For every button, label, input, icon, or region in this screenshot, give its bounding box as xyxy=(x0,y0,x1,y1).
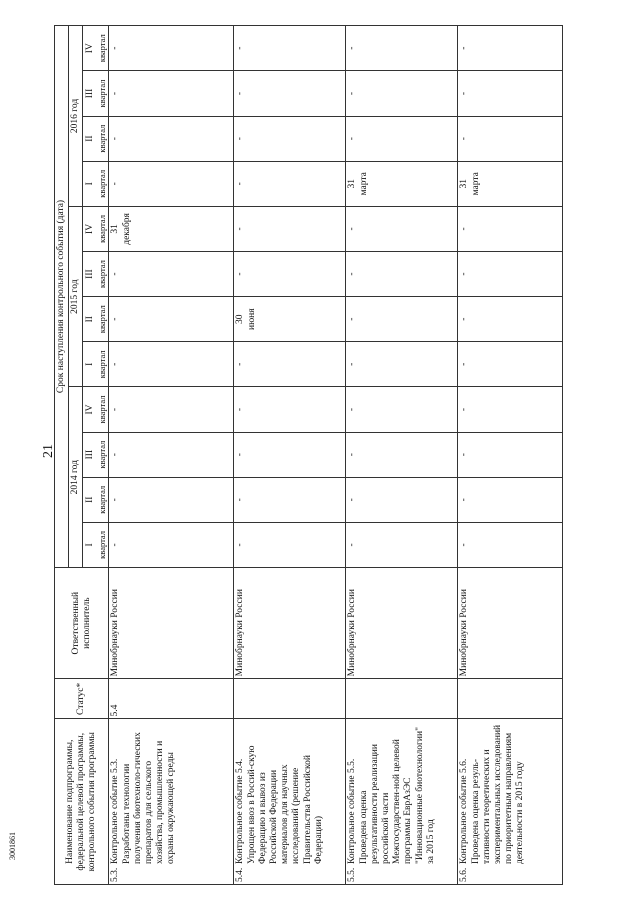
table-row xyxy=(346,26,458,885)
rotated-table-container xyxy=(54,25,624,885)
dash-cell: - xyxy=(346,297,458,342)
dash-cell: - xyxy=(234,342,346,387)
header-year: 2016 год xyxy=(69,26,83,207)
row-number: 5.6. xyxy=(459,867,470,882)
dash-cell: - xyxy=(109,161,234,206)
executor-cell: Минобрнауки России xyxy=(458,567,563,678)
header-name: Наименование подпрограммы, федеральной целевой программы, контрольного события программы xyxy=(55,719,109,885)
quarter-label: квартал xyxy=(96,440,107,469)
header-year: 2014 год xyxy=(69,387,83,568)
quarter-number: II xyxy=(85,496,96,503)
header-quarter xyxy=(83,71,109,116)
quarter-number: I xyxy=(85,362,96,366)
quarter-number: I xyxy=(85,182,96,186)
header-status: Статус* xyxy=(55,679,109,719)
executor-cell: Минобрнауки России xyxy=(234,567,346,678)
status-cell xyxy=(234,679,346,719)
dash-cell: - xyxy=(458,522,563,567)
dash-cell: - xyxy=(109,116,234,161)
row-number: 5.3. xyxy=(110,867,121,882)
header-quarter xyxy=(83,161,109,206)
dash-cell: - xyxy=(458,432,563,477)
dash-cell: - xyxy=(346,251,458,296)
dash-cell: - xyxy=(458,297,563,342)
dash-cell: - xyxy=(346,342,458,387)
dash-cell: - xyxy=(234,477,346,522)
dash-cell: - xyxy=(109,387,234,432)
table-row xyxy=(234,26,346,885)
dash-cell: - xyxy=(458,477,563,522)
date-day: 31 xyxy=(347,179,358,189)
dash-cell: - xyxy=(234,251,346,296)
table-body xyxy=(109,26,563,885)
name-cell xyxy=(458,719,563,885)
dash-cell: - xyxy=(234,522,346,567)
dash-cell: - xyxy=(234,206,346,251)
row-number: 5.5. xyxy=(347,867,358,882)
dash-cell: - xyxy=(346,432,458,477)
dash-cell: - xyxy=(109,342,234,387)
dash-cell: - xyxy=(109,251,234,296)
event-name: Контрольное событие 5.3. Разработаны технологии получения биотехноло-гических препаратов для сельского хозяйства, промышленности и охраны окружающей среды xyxy=(110,732,177,864)
quarter-label: квартал xyxy=(96,350,107,379)
quarter-number: III xyxy=(85,88,96,99)
header-executor: Ответственный исполнитель xyxy=(55,567,109,678)
name-cell xyxy=(346,719,458,885)
control-events-table xyxy=(54,25,563,885)
dash-cell: - xyxy=(346,206,458,251)
name-cell xyxy=(234,719,346,885)
header-quarter xyxy=(83,116,109,161)
header-quarter xyxy=(83,251,109,296)
header-quarter xyxy=(83,477,109,522)
quarter-number: IV xyxy=(85,223,96,234)
header-quarter xyxy=(83,297,109,342)
quarter-number: III xyxy=(85,449,96,460)
quarter-label: квартал xyxy=(96,124,107,153)
dash-cell: - xyxy=(234,26,346,71)
dash-cell: - xyxy=(109,522,234,567)
date-cell xyxy=(458,161,563,206)
table-row xyxy=(458,26,563,885)
dash-cell: - xyxy=(458,251,563,296)
header-term: Срок наступления контрольного события (дата) xyxy=(55,26,69,568)
date-day: 31 xyxy=(110,224,121,234)
dash-cell: - xyxy=(458,71,563,116)
quarter-number: III xyxy=(85,269,96,279)
header-quarter xyxy=(83,387,109,432)
date-day: 30 xyxy=(235,314,246,324)
event-name: Контрольное событие 5.5. Проведена оценка результативности реализации российской части Межгосударствен-ной целевой программы ЕврАзЭС "Инновационные биотехнологии" за 2015 год xyxy=(347,727,436,864)
date-day: 31 xyxy=(459,179,470,189)
quarter-label: квартал xyxy=(96,395,107,424)
dash-cell: - xyxy=(346,477,458,522)
quarter-label: квартал xyxy=(96,79,107,108)
date-cell xyxy=(346,161,458,206)
status-cell xyxy=(346,679,458,719)
date-month: марта xyxy=(470,172,481,196)
quarter-label: квартал xyxy=(96,214,107,243)
table-row xyxy=(109,26,234,885)
dash-cell: - xyxy=(109,71,234,116)
header-quarter xyxy=(83,206,109,251)
header-quarter xyxy=(83,522,109,567)
quarter-number: IV xyxy=(85,43,96,54)
row-number: 5.4. xyxy=(235,867,246,882)
executor-cell: Минобрнауки России xyxy=(109,567,234,678)
quarter-label: квартал xyxy=(96,305,107,334)
dash-cell: - xyxy=(346,522,458,567)
dash-cell: - xyxy=(234,116,346,161)
quarter-label: квартал xyxy=(96,530,107,559)
executor-cell: Минобрнауки России xyxy=(346,567,458,678)
dash-cell: - xyxy=(234,71,346,116)
header-quarter xyxy=(83,432,109,477)
dash-cell: - xyxy=(109,477,234,522)
dash-cell: - xyxy=(458,26,563,71)
page-number: 21 xyxy=(41,444,56,458)
dash-cell: - xyxy=(458,206,563,251)
header-quarter xyxy=(83,342,109,387)
quarter-label: квартал xyxy=(96,34,107,63)
quarter-number: IV xyxy=(85,404,96,415)
dash-cell: - xyxy=(346,387,458,432)
event-name: Контрольное событие 5.6. Проведена оценка резуль-тативности теоретических и экспериментальных исследований по приоритетным направлениям деятельности в 2015 году xyxy=(459,724,526,864)
date-month: декабря xyxy=(121,213,132,245)
name-cell xyxy=(109,719,234,885)
quarter-label: квартал xyxy=(96,485,107,514)
dash-cell: - xyxy=(346,116,458,161)
status-cell: 5.4 xyxy=(109,679,234,719)
event-name: Контрольное событие 5.4. Упрощен ввоз в Россий-скую Федерацию и вывоз из Российской Федерации материалов для научных исследований (решение Правительства Российской Федерации) xyxy=(235,745,324,864)
date-month: июня xyxy=(246,308,257,331)
table-header xyxy=(55,26,109,885)
dash-cell: - xyxy=(109,297,234,342)
quarter-number: II xyxy=(85,316,96,323)
dash-cell: - xyxy=(346,71,458,116)
dash-cell: - xyxy=(458,342,563,387)
dash-cell: - xyxy=(458,116,563,161)
status-cell xyxy=(458,679,563,719)
dash-cell: - xyxy=(109,432,234,477)
quarter-label: квартал xyxy=(96,260,107,288)
quarter-number: I xyxy=(85,543,96,547)
dash-cell: - xyxy=(346,26,458,71)
dash-cell: - xyxy=(109,26,234,71)
dash-cell: - xyxy=(458,387,563,432)
dash-cell: - xyxy=(234,387,346,432)
date-cell xyxy=(109,206,234,251)
quarter-number: II xyxy=(85,135,96,142)
date-month: марта xyxy=(358,172,369,196)
dash-cell: - xyxy=(234,432,346,477)
date-cell xyxy=(234,297,346,342)
header-year: 2015 год xyxy=(69,206,83,387)
quarter-label: квартал xyxy=(96,169,107,198)
header-quarter xyxy=(83,26,109,71)
document-id: 3001861 xyxy=(8,832,17,860)
dash-cell: - xyxy=(234,161,346,206)
